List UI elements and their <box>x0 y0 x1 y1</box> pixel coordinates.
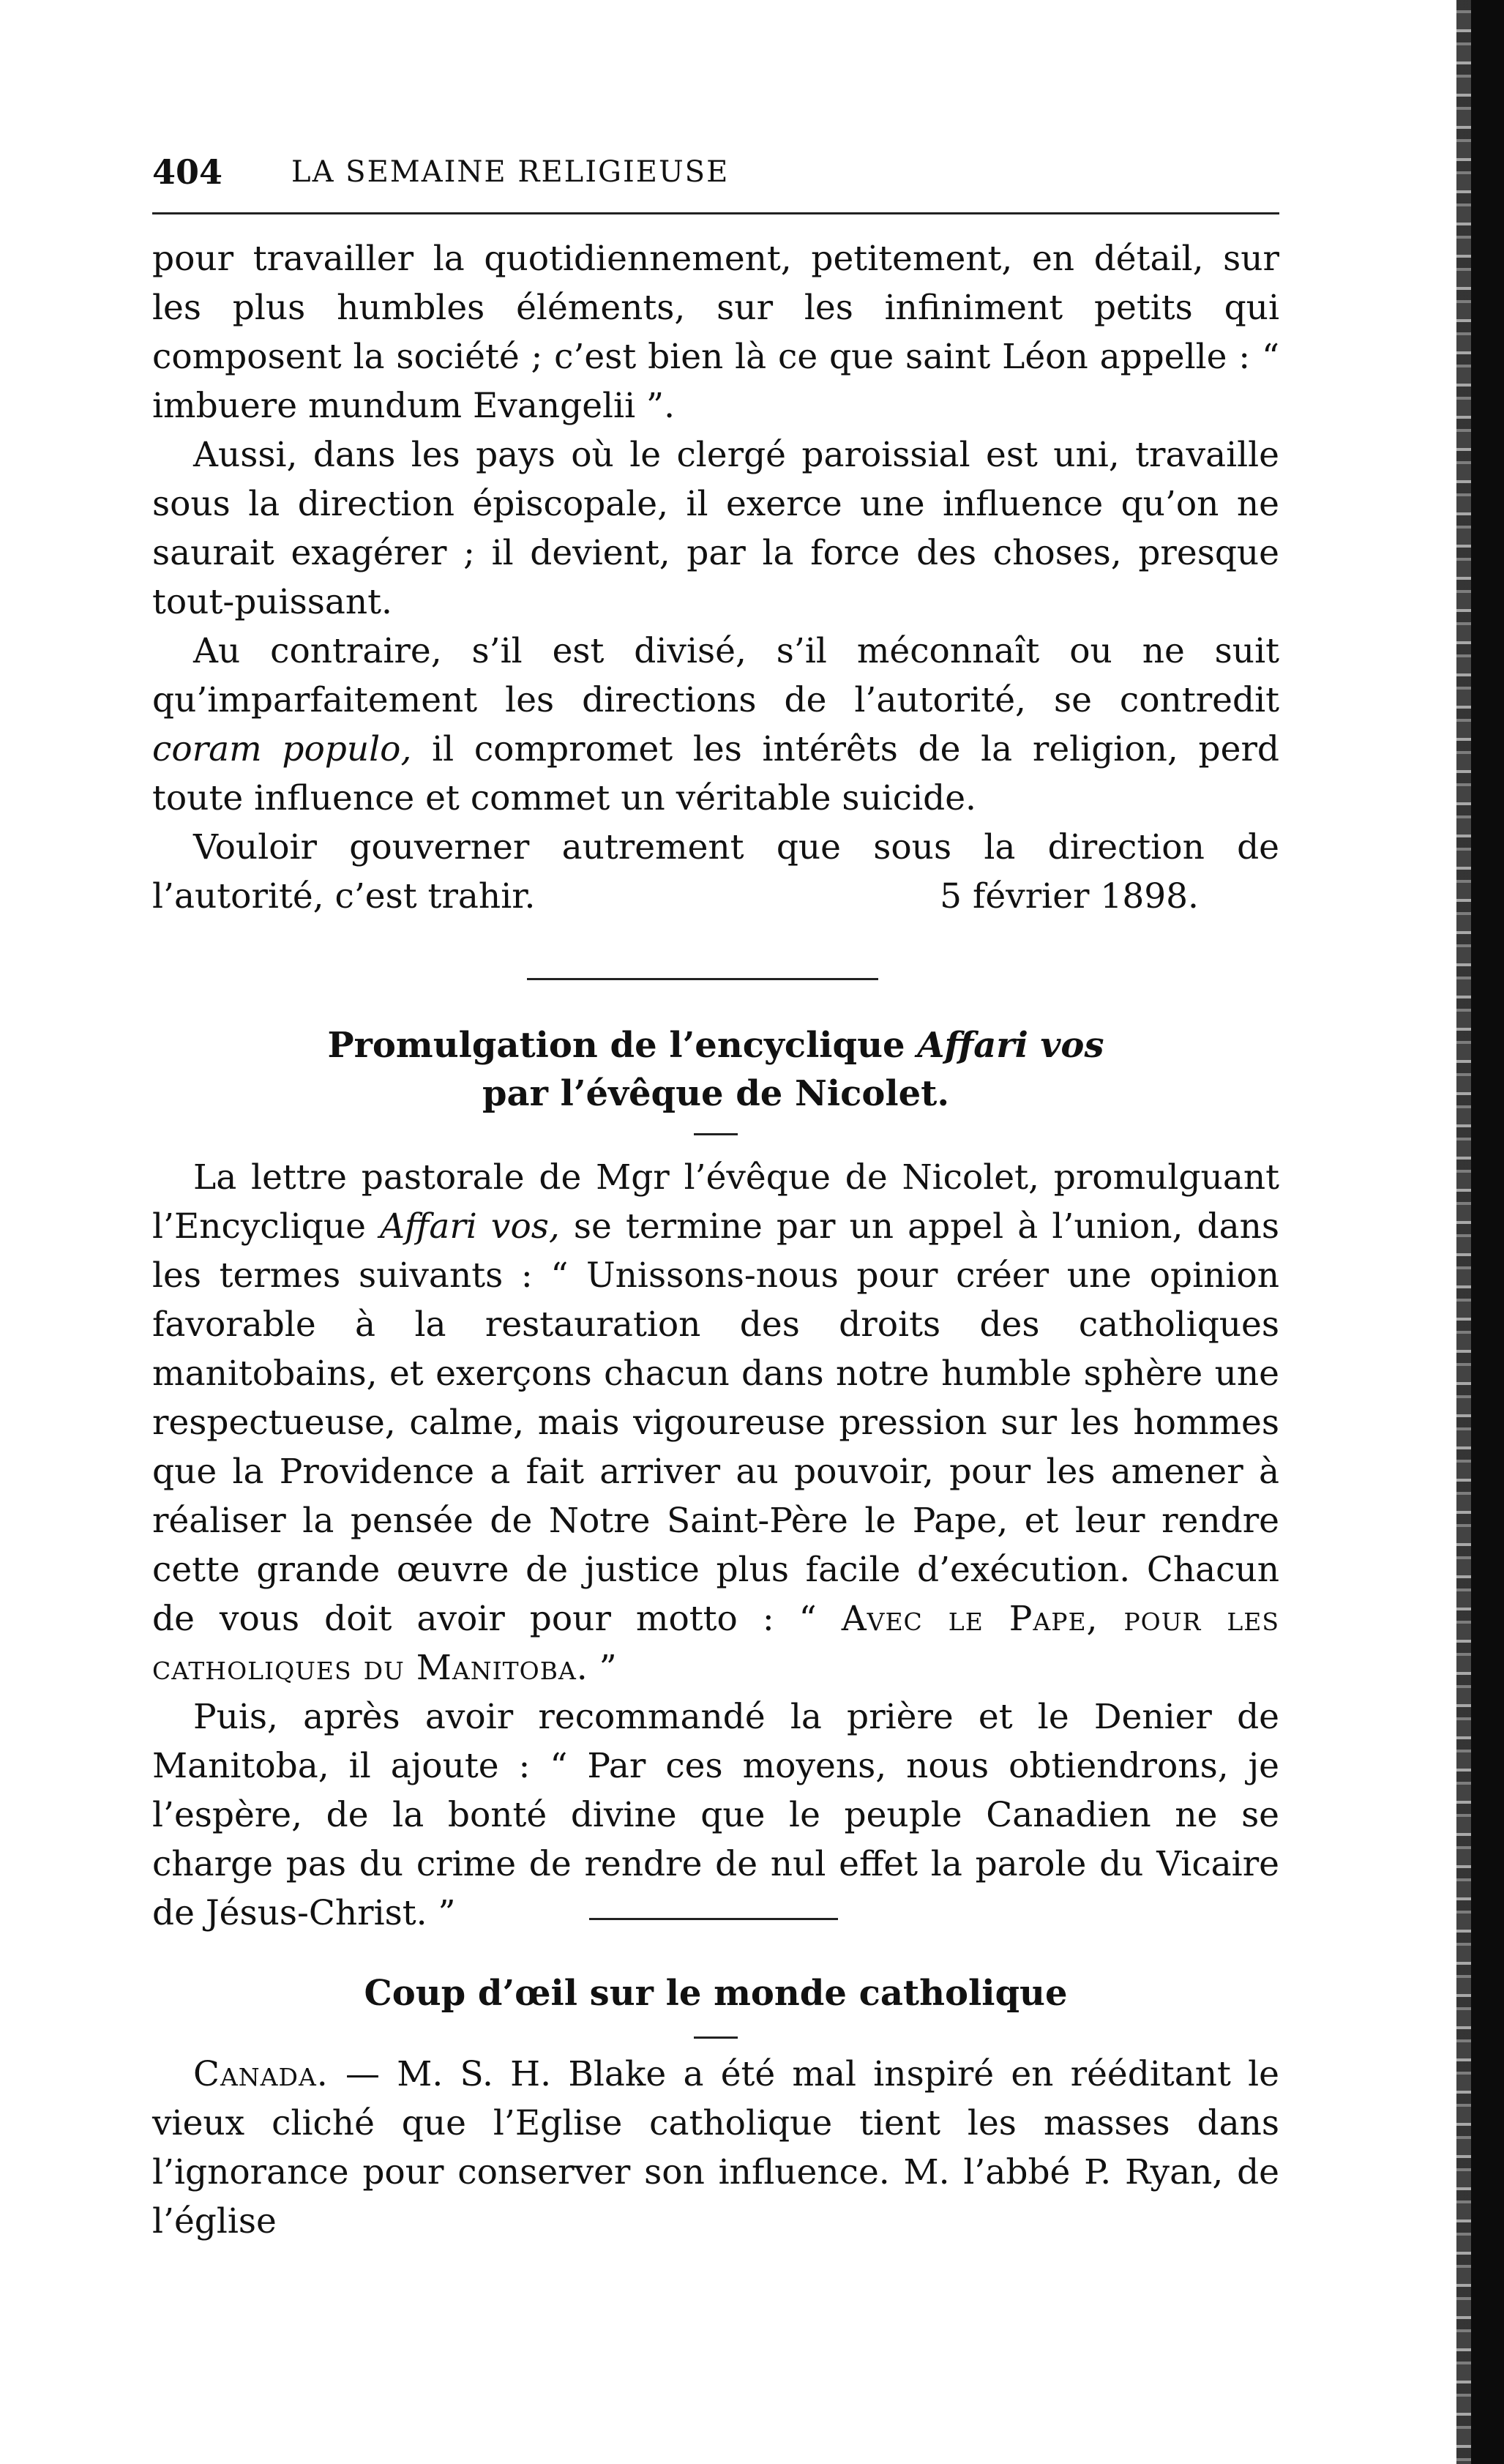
heading-italic: Affari vos <box>917 1025 1104 1066</box>
heading-line <box>152 1021 1279 1069</box>
section-continuation <box>152 234 1279 921</box>
news-body <box>152 2050 1279 2246</box>
italic-phrase: Affari vos, <box>380 1206 560 1247</box>
paragraph <box>152 2050 1279 2246</box>
section-separator <box>589 1918 838 1920</box>
scan-edge-shadow <box>1471 0 1504 2464</box>
paragraph <box>152 1153 1279 1692</box>
heading-dash <box>694 2036 738 2039</box>
heading-line: par l’évêque de Nicolet. <box>482 1073 950 1114</box>
paragraph <box>152 823 1279 921</box>
text-run: Au contraire, s’il est divisé, s’il méconnaît ou ne suit qu’imparfaitement les directions de l’autorité, se contredit <box>152 631 1279 720</box>
smallcaps-motto: Avec le Pape, pour les catholiques du Manitoba. <box>152 1599 1279 1688</box>
italic-phrase: coram populo, <box>152 729 412 769</box>
section-heading: Coup d’œil sur le monde catholique <box>364 1973 1068 2014</box>
page-header <box>152 146 1279 198</box>
paragraph: Puis, après avoir recommandé la prière et le Denier de Manitoba, il ajoute : “ Par ces moyens, nous obtiendrons, je l’espère, de la bonté divine que le peuple Canadien ne se charge pas du crime de rendre de nul effet la parole du Vicaire de Jésus-Christ. ” <box>152 1697 1279 1933</box>
running-title: LA SEMAINE RELIGIEUSE <box>291 155 730 189</box>
paragraph: Aussi, dans les pays où le clergé paroissial est uni, travaille sous la direction épiscopale, il exerce une influence qu’on ne saurait exagérer ; il devient, par la force des choses, presque tout-puissant. <box>152 435 1279 622</box>
text-run: Vouloir gouverner autrement que sous la direction de l’autorité, c’est trahir. <box>152 827 1279 916</box>
article-date: 5 février 1898. <box>940 876 1199 916</box>
article-heading <box>152 1021 1279 1118</box>
article-body <box>152 1153 1279 1938</box>
text-run: se termine par un appel à l’union, dans les termes suivants : “ Unissons-nous pour créer une opinion favorable à la restauration des droits des catholiques manitobains, et exerçons chacun dans notre humble sphère une respectueuse, calme, mais vigoureuse pression sur les hommes que la Providence a fait arriver au pouvoir, pour les amener à réaliser la pensée de Notre Saint-Père le Pape, et leur rendre cette grande œuvre de justice plus facile d’exécution. Chacun de vous doit avoir pour motto : “ <box>152 1206 1280 1639</box>
text-run: — M. S. H. Blake a été mal inspiré en rééditant le vieux cliché que l’Eglise catholique tient les masses dans l’ignorance pour conserver son influence. M. l’abbé P. Ryan, de l’église <box>152 2054 1279 2241</box>
heading-text: Promulgation de l’encyclique <box>327 1025 918 1066</box>
paragraph <box>152 627 1279 823</box>
page-number: 404 <box>152 152 223 192</box>
header-rule <box>152 212 1279 214</box>
text-run: il compromet les intérêts de la religion, perd toute influence et commet un véritable suicide. <box>152 729 1279 818</box>
paragraph: pour travailler la quotidiennement, petitement, en détail, sur les plus humbles éléments, sur les infiniment petits qui composent la société ; c’est bien là ce que saint Léon appelle : “ imbuere mundum Evangelii ”. <box>152 239 1279 426</box>
country-label: Canada. <box>193 2054 329 2094</box>
text-run: ” <box>588 1648 617 1688</box>
text-run: La lettre pastorale de Mgr l’évêque de Nicolet, promulguant l’Encyclique <box>152 1157 1279 1247</box>
heading-dash <box>694 1133 738 1135</box>
section-separator <box>527 978 878 980</box>
